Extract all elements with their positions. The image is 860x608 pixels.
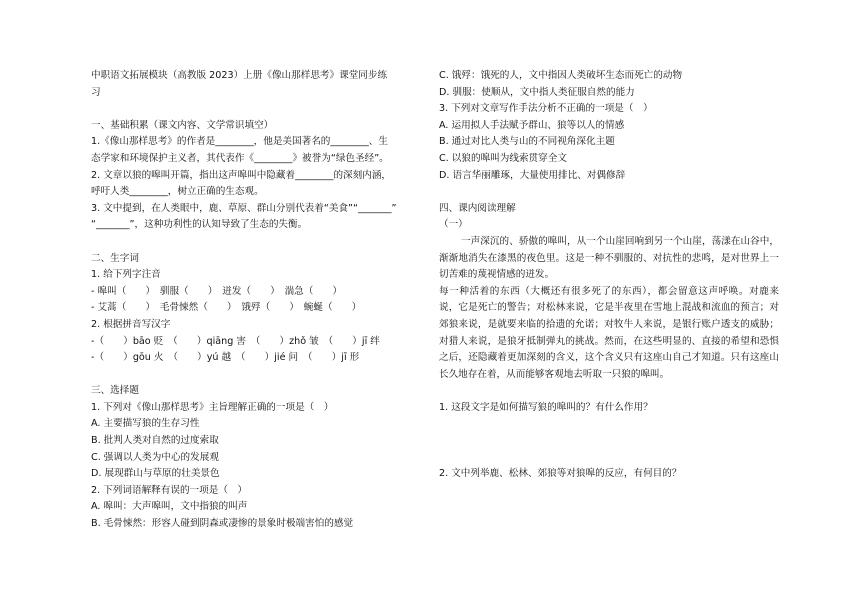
mc-q3-option-d: D. 语言华丽雕琢，大量使用排比、对偶修辞 — [439, 169, 626, 181]
mc-q1-option-c: C. 强调以人类为中心的发展观 — [91, 451, 219, 463]
section-4-heading: 四、课内阅读理解 — [439, 202, 516, 214]
pinyin-row-1: - 嗥叫（ ） 驯服（ ） 迸发（ ） 湍急（ ） — [91, 285, 343, 297]
reading-q2: 2. 文中列举鹿、松林、郊狼等对狼嗥的反应，有何目的？ — [439, 468, 682, 480]
mc-q2-option-b: B. 毛骨悚然：形容人碰到阴森或凄惨的景象时极端害怕的感觉 — [91, 518, 354, 530]
hanzi-row-1: -（ ）bāo 贬 （ ）qiāng 害 （ ）zhǒ 皱 （ ）jī 绊 — [91, 335, 380, 347]
sec1-q2-line2: 呼吁人类________，树立正确的生态观。 — [91, 186, 264, 198]
mc-q2-option-d: D. 驯服：使顺从，文中指人类征服自然的能力 — [439, 86, 635, 98]
reading-q1: 1. 这段文字是如何描写狼的嗥叫的？有什么作用？ — [439, 401, 653, 413]
mc-q1-option-d: D. 展现群山与草原的壮美景色 — [91, 468, 220, 480]
reading-subheading: （一） — [439, 219, 468, 231]
sec1-q3-line2: “_______”，这种功利性的认知导致了生态的失衡。 — [91, 219, 308, 231]
mc-q2-option-c: C. 饿殍：饿死的人，文中指因人类破坏生态而死亡的动物 — [439, 70, 683, 81]
hanzi-row-2: -（ ）gōu 火 （ ）yú 越 （ ）jié 问 （ ）jī 形 — [91, 352, 360, 364]
mc-q2: 2. 下列词语解释有误的一项是（ ） — [91, 484, 248, 496]
section-3-heading: 三、选择题 — [91, 385, 139, 397]
reading-paragraph-1: 一声深沉的、骄傲的嗥叫，从一个山崖回响到另一个山崖，荡漾在山谷中，渐渐地消失在漆黑的夜色里。这是一种不驯服的、对抗性的悲鸣，是对世界上一切苦难的蔑视情感的迸发。 — [439, 235, 779, 281]
sec2-sub2: 2. 根据拼音写汉字 — [91, 318, 171, 330]
worksheet-title-cont: 习 — [91, 86, 101, 98]
mc-q3-option-a: A. 运用拟人手法赋予群山、狼等以人的情感 — [439, 119, 625, 131]
mc-q1-option-a: A. 主要描写狼的生存习性 — [91, 418, 200, 430]
right-column — [439, 68, 779, 483]
sec1-q1-line1: 1.《像山那样思考》的作者是________，他是美国著名的________、生 — [91, 136, 388, 148]
sec2-sub1: 1. 给下列字注音 — [91, 269, 161, 281]
mc-q3: 3. 下列对文章写作手法分析不正确的一项是（ ） — [439, 103, 653, 115]
sec1-q2-line1: 2. 文章以狼的嗥叫开篇，指出这声嗥叫中隐藏着________的深刻内涵， — [91, 169, 392, 181]
mc-q1: 1. 下列对《像山那样思考》主旨理解正确的一项是（ ） — [91, 401, 334, 413]
mc-q2-option-a: A. 嗥叫：大声嗥叫，文中指狼的叫声 — [91, 501, 248, 513]
sec1-q1-line2: 态学家和环境保护主义者，其代表作《________》被誉为“绿色圣经”。 — [91, 152, 389, 164]
section-2-heading: 二、生字词 — [91, 252, 139, 264]
mc-q3-option-c: C. 以狼的嗥叫为线索贯穿全文 — [439, 152, 567, 164]
sec1-q3-line1: 3. 文中提到，在人类眼中，鹿、草原、群山分别代表着“美食”“_______” — [91, 202, 397, 214]
reading-paragraph-2: 每一种活着的东西（大概还有很多死了的东西），都会留意这声呼唤。对鹿来说，它是死亡的警告；对松林来说，它是半夜里在雪地上混战和流血的预言；对郊狼来说，是就要来临的拾遗的允诺；对牧牛人来说，是银行账户透支的威胁；对猎人来说，是狼牙抵制弹丸的挑战。然而，在这些明显的、直接的希望和恐惧之后，还隐藏着更加深刻的含义，这个含义只有这座山自己才知道。只有这座山长久地存在着，从而能够客观地去听取一只狼的嗥叫。 — [439, 285, 779, 380]
mc-q3-option-b: B. 通过对比人类与山的不同视角深化主题 — [439, 136, 615, 148]
pinyin-row-2: - 艾蒿（ ） 毛骨悚然（ ） 饿殍（ ） 蜿蜒（ ） — [91, 302, 362, 314]
mc-q1-option-b: B. 批判人类对自然的过度索取 — [91, 435, 219, 447]
left-column — [91, 68, 427, 533]
worksheet-title: 中职语文拓展模块（高教版 2023）上册《像山那样思考》课堂同步练 — [91, 70, 388, 81]
section-1-heading: 一、基础积累（课文内容、文学常识填空） — [91, 119, 274, 131]
